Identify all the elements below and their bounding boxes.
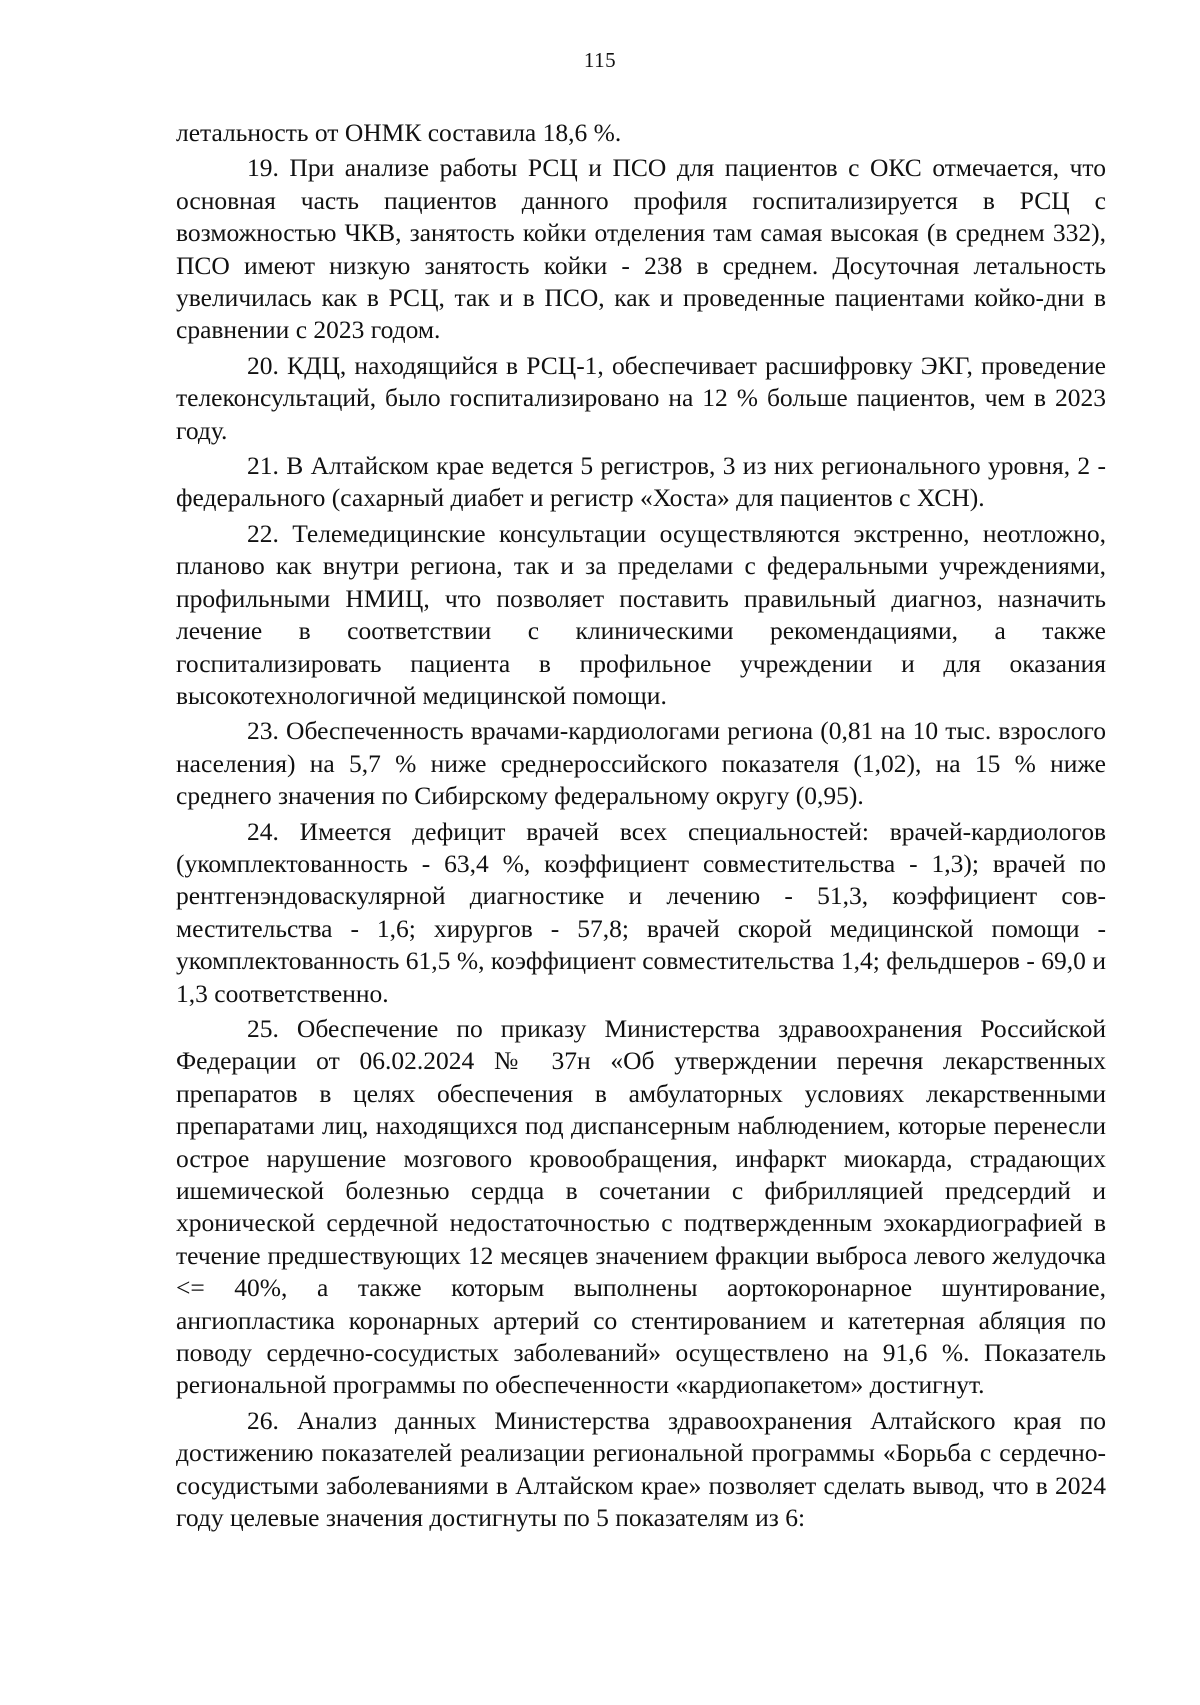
- page-number: 115: [583, 48, 617, 72]
- paragraph-22: 22. Телемедицинские консультации осуществляются экстренно, неотложно, планово как внутри региона, так и за пределами с федеральными учреждениями, профильными НМИЦ, что позволяет поставить правильный диагноз, назначить лечение в соответствии с клиническими рекомендациями, а также госпитализировать пациента в профильное учреждении и для оказания высокотехнологичной медицинской помощи.: [176, 518, 1106, 710]
- paragraph-25: 25. Обеспечение по приказу Министерства здравоохранения Российской Федерации от 06.02.2024 № 37н «Об утверждении перечня лекарственных препаратов в целях обеспечения в амбулаторных условиях лекарственными препаратами лиц, находящихся под диспансерным наблюдением, которые перенесли острое нарушение мозгового кровообращения, инфаркт миокарда, страдающих ишемической болезнью сердца в сочетании с фибрилляцией предсердий и хронической сердечной недостаточностью с подтвержденным эхокардиографией в течение предшествующих 12 месяцев значением фракции выброса левого желудочка <= 40%, а также которым выполнены аортокоронарное шунтирование, ангиопластика коронарных артерий со стентированием и катетерная абляция по поводу сердечно-сосудистых заболеваний» осуществлено на 91,6 %. Показатель региональной программы по обеспеченности «кардиопакетом» достигнут.: [176, 1013, 1106, 1400]
- paragraph-continuation: летальность от ОНМК составила 18,6 %.: [176, 118, 622, 147]
- paragraph-23: 23. Обеспеченность врачами-кардиологами региона (0,81 на 10 тыс. взрослого населения) на 5,7 % ниже среднероссийского показателя (1,02), на 15 % ниже среднего значения по Сибирскому федеральному округу (0,95).: [176, 716, 1106, 811]
- paragraph-26: 26. Анализ данных Министерства здравоохранения Алтайского края по достижению показателей реализации региональной программы «Борьба с сердечно-сосудистыми заболеваниями в Алтайском крае» позволяет сделать вывод, что в 2024 году целевые значения достигнуты по 5 показателям из 6:: [176, 1405, 1106, 1533]
- document-body: [176, 117, 1106, 1534]
- paragraph-20: 20. КДЦ, находящийся в РСЦ-1, обеспечивает расшифровку ЭКГ, проведение телеконсультаций, было госпитализировано на 12 % больше пациентов, чем в 2023 году.: [176, 350, 1106, 445]
- paragraph-24: 24. Имеется дефицит врачей всех специальностей: врачей-кардиологов (укомплектованность - 63,4 %, коэффициент совместительства - 1,3); врачей по рентгенэндоваскулярной диагностике и лечению - 51,3, коэффициент совместительства - 1,6; хирургов - 57,8; врачей скорой медицинской помощи - укомплектованность 61,5 %, коэффициент совместительства 1,4; фельдшеров - 69,0 и 1,3 соответственно.: [176, 816, 1106, 1008]
- paragraph-21: 21. В Алтайском крае ведется 5 регистров, 3 из них регионального уровня, 2 - федерального (сахарный диабет и регистр «Хоста» для пациентов с ХСН).: [176, 451, 1106, 513]
- paragraph-19: 19. При анализе работы РСЦ и ПСО для пациентов с ОКС отмечается, что основная часть пациентов данного профиля госпитализируется в РСЦ с возможностью ЧКВ, занятость койки отделения там самая высокая (в среднем 332), ПСО имеют низкую занятость койки - 238 в среднем. Досуточная летальность увеличилась как в РСЦ, так и в ПСО, как и проведенные пациентами койко-дни в сравнении с 2023 годом.: [176, 153, 1106, 345]
